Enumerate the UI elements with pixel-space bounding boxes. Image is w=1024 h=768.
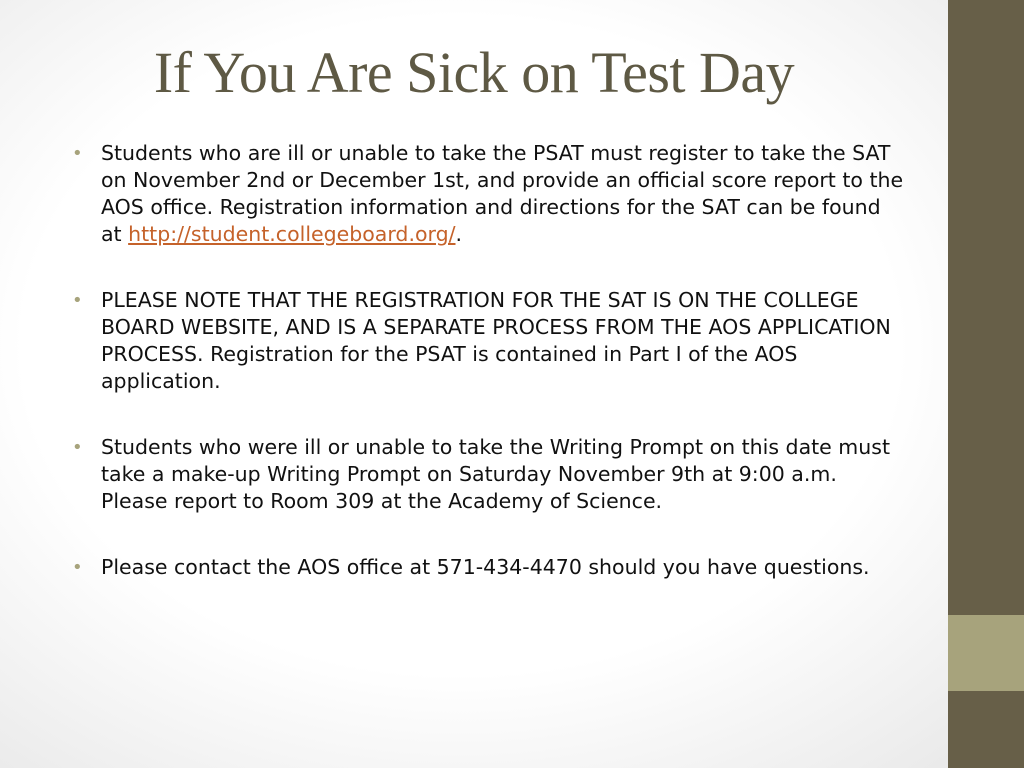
- bullet-item-register-sat: [72, 140, 904, 248]
- bullet-item-contact: [72, 554, 904, 581]
- slide-title: If You Are Sick on Test Day: [153, 40, 795, 105]
- bullet-text: Please contact the AOS office at 571-434-4470 should you have questions.: [101, 555, 870, 579]
- bullet-icon: •: [72, 143, 83, 164]
- collegeboard-link[interactable]: http://student.collegeboard.org/: [128, 222, 456, 246]
- bullet-text: PLEASE NOTE THAT THE REGISTRATION FOR THE SAT IS ON THE COLLEGE BOARD WEBSITE, AND IS A SEPARATE PROCESS FROM THE AOS APPLICATION PROCESS. Registration for the PSAT is contained in Part I of the AOS application.: [101, 288, 891, 393]
- bullet-text: Students who are ill or unable to take the PSAT must register to take the SAT on November 2nd or December 1st, and provide an official score report to the AOS office. Registration information and directions for the SAT can be found at: [101, 141, 904, 246]
- bullet-text: Students who were ill or unable to take the Writing Prompt on this date must take a make-up Writing Prompt on Saturday November 9th at 9:00 a.m. Please report to Room 309 at the Academy of Science.: [101, 435, 890, 513]
- bullet-list: [72, 140, 904, 620]
- bullet-item-writing-prompt: [72, 434, 904, 515]
- bullet-icon: •: [72, 437, 83, 458]
- bullet-icon: •: [72, 557, 83, 578]
- bullet-icon: •: [72, 290, 83, 311]
- decorative-sidebar-accent: [948, 615, 1024, 691]
- bullet-item-please-note: [72, 287, 904, 395]
- bullet-text-end: .: [455, 222, 463, 246]
